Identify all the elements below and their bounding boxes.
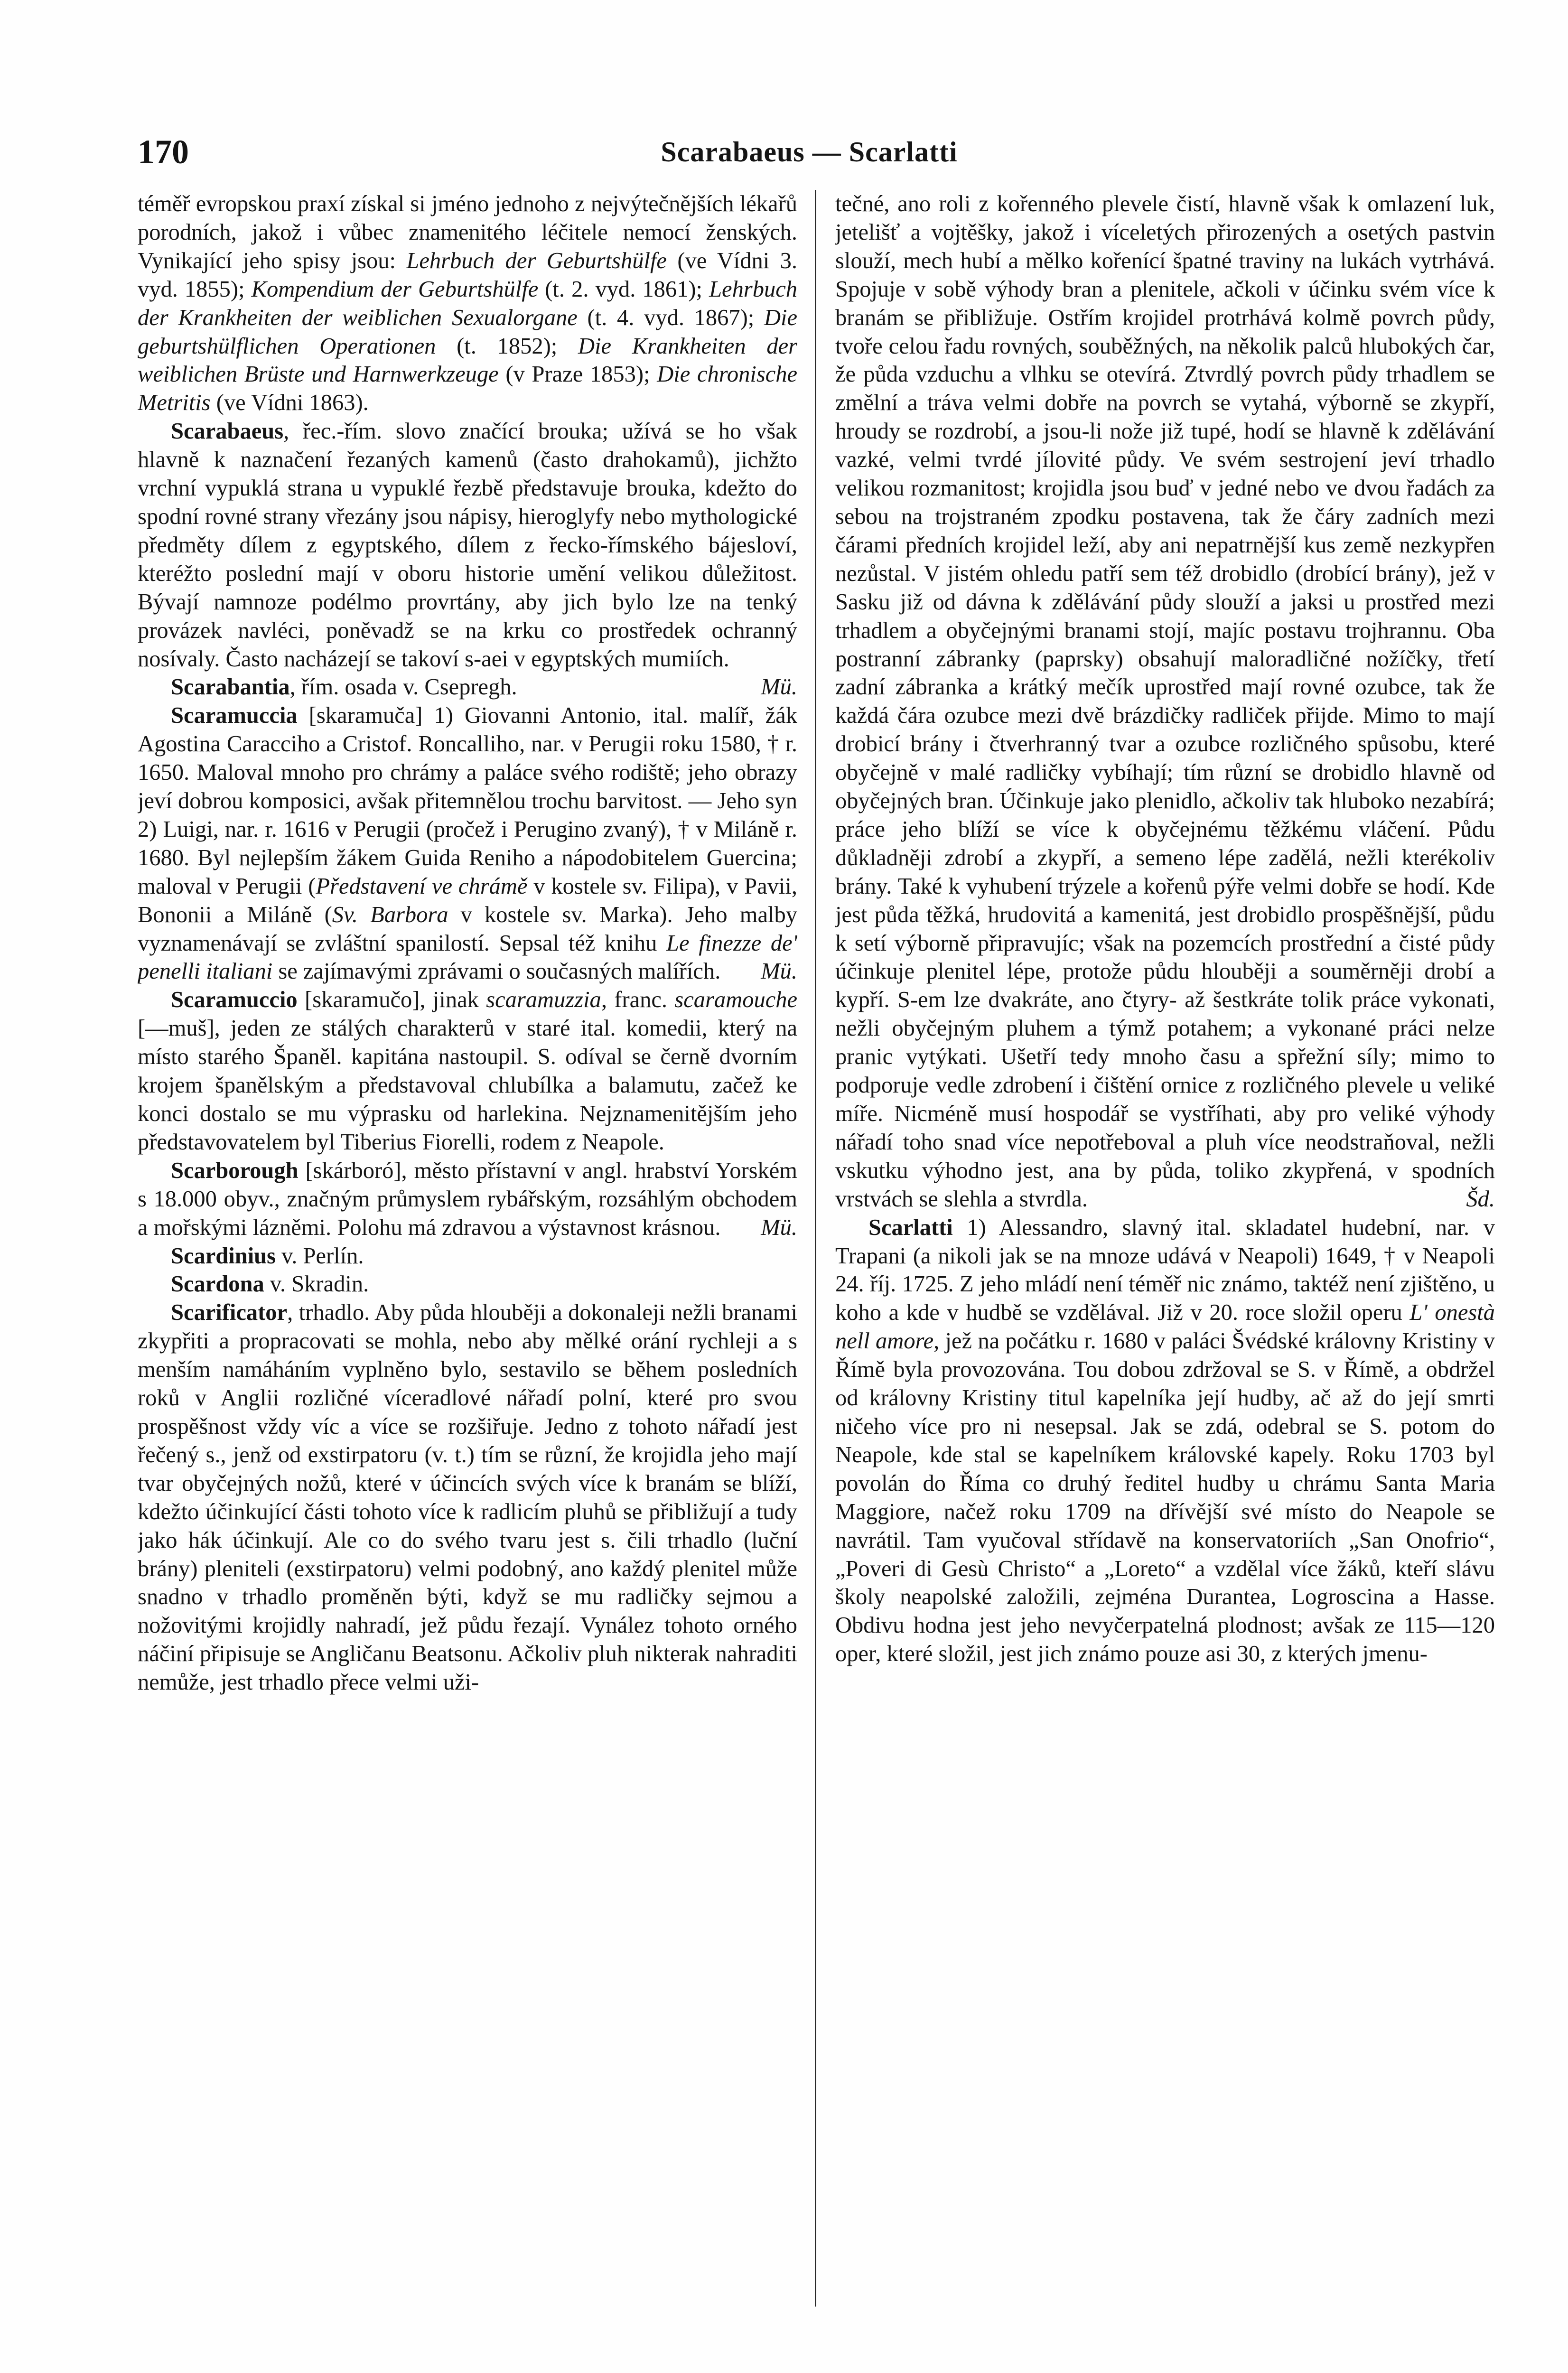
headword: Scarlatti bbox=[868, 1215, 953, 1240]
entry-scarlatti: Scarlatti 1) Alessandro, slavný ital. skladatel hudební, nar. v Trapani (a nikoli jak se na mnoze udává v Neapoli) 1649, † v Neapoli 24. říj. 1725. Z jeho mládí není téměř nic známo, taktéž není zjištěno, u koho a kde v hudbě se vzdělával. Již v 20. roce složil operu L' onestà nell amore, jež na počátku r. 1680 v paláci Švédské královny Kristiny v Římě byla provozována. Tou dobou zdržoval se S. v Římě, a obdržel od královny Kristiny titul kapelníka její hudby, ač až do její smrti ničeho více pro ni nesepsal. Jak se zdá, odebral se S. potom do Neapole, kde stal se kapelníkem královské kapely. Roku 1703 byl povolán do Říma co druhý ředitel hudby u chrámu Santa Maria Maggiore, načež roku 1709 na dřívější své místo do Neapole se navrátil. Tam vyučoval střídavě na konservatoriích „San Onofrio“, „Poveri di Gesù Christo“ a „Loreto“ a vzdělal více žáků, kteří slávu školy neapolské založili, zejména Durantea, Logroscina a Hasse. Obdivu hodna jest jeho nevyčerpatelná plodnost; avšak ze 115—120 oper, které složil, jest jich známo pouze asi 30, z kterých jmenu- bbox=[835, 1215, 1495, 1667]
entry-scarabantia: Scarabantia, řím. osada v. Csepregh. bbox=[171, 674, 517, 700]
column-divider bbox=[815, 190, 816, 2307]
author-signature: Mü. bbox=[761, 674, 797, 700]
work-title: Le finezze de' penelli italiani bbox=[138, 930, 797, 984]
running-head: Scarabaeus — Scarlatti bbox=[661, 136, 958, 168]
headword: Scarabantia bbox=[171, 674, 290, 700]
headword: Scaramuccio bbox=[171, 987, 298, 1013]
headword: Scardona bbox=[171, 1271, 264, 1297]
work-title: Die geburtshülflichen Operationen bbox=[138, 305, 797, 359]
headword: Scardinius bbox=[171, 1243, 276, 1269]
work-title: Lehrbuch der Krankheiten der weiblichen Sexualorgane bbox=[138, 276, 797, 330]
work-title: L' onestà nell amore bbox=[835, 1300, 1495, 1354]
work-title: Lehrbuch der Geburtshülfe bbox=[406, 248, 667, 273]
entry-scanzoni-continuation: téměř evropskou praxí získal si jméno jednoho z nejvýtečnějších lékařů porodních, jakož i vůbec znamenitého léčitele nemocí ženských. Vynikající jeho spisy jsou: Lehrbuch der Geburtshülfe (ve Vídni 3. vyd. 1855); Kompendium der Geburtshülfe (t. 2. vyd. 1861); Lehrbuch der Krankheiten der weiblichen Sexualorgane (t. 4. vyd. 1867); Die geburtshülflichen Operationen (t. 1852); Die Krankheiten der weiblichen Brüste und Harnwerkzeuge (v Praze 1853); Die chronische Metritis (ve Vídni 1863). bbox=[138, 191, 797, 416]
work-title: Kompendium der Geburtshülfe bbox=[251, 276, 539, 302]
work-title: Představení ve chrámě bbox=[316, 873, 528, 899]
headword: Scarificator bbox=[171, 1300, 288, 1326]
page-header bbox=[138, 128, 1481, 176]
term: scaramouche bbox=[674, 987, 797, 1013]
work-title: Die Krankheiten der weiblichen Brüste und Harnwerkzeuge bbox=[138, 333, 797, 387]
term: scaramuzzia bbox=[486, 987, 601, 1013]
author-signature: Mü. bbox=[761, 959, 797, 984]
entry-scarborough: Scarborough [skárboró], město přístavní v angl. hrabství Yorském s 18.000 obyv., značným průmyslem rybářským, rozsáhlým obchodem a mořskými lázněmi. Polohu má zdravou a výstavnost krásnou. Mü. bbox=[138, 1157, 797, 1242]
work-title: Die chronische Metritis bbox=[138, 362, 797, 416]
entry-scaramuccia: Scaramuccia [skaramuča] 1) Giovanni Antonio, ital. malíř, žák Agostina Caracciho a Cristof. Roncalliho, nar. v Perugii roku 1580, † r. 1650. Maloval mnoho pro chrámy a paláce svého rodiště; jeho obrazy jeví dobrou komposici, avšak přitemnělou trochu barvitost. — Jeho syn 2) Luigi, nar. r. 1616 v Perugii (pročež i Perugino zvaný), † v Miláně r. 1680. Byl nejlepším žákem Guida Reniho a nápodobitelem Guercina; maloval v Perugii (Představení ve chrámě v kostele sv. Filipa), v Pavii, Bononii a Miláně (Sv. Barbora v kostele sv. Marka). Jeho malby vyznamenávají se zvláštní spanilostí. Sepsal též knihu Le finezze de' penelli italiani se zajímavými zprávami o současných malířích. Mü. bbox=[138, 701, 797, 986]
entry-scardona: Scardona v. Skradin. bbox=[171, 1271, 369, 1297]
work-title: Sv. Barbora bbox=[332, 902, 448, 927]
author-signature: Mü. bbox=[761, 1215, 797, 1240]
author-signature: Šd. bbox=[1466, 1186, 1495, 1212]
headword: Scarborough bbox=[171, 1158, 299, 1183]
page-number: 170 bbox=[138, 133, 189, 171]
right-column bbox=[835, 190, 1495, 2316]
headword: Scarabaeus bbox=[171, 419, 284, 444]
entry-scaramuccio: Scaramuccio [skaramučo], jinak scaramuzzia, franc. scaramouche [—muš], jeden ze stálých charakterů v staré ital. komedii, který na místo starého Španěl. kapitána nastoupil. S. odíval se černě dvorním krojem španělským a představoval chlubílka a balamutu, začež ke konci dostalo se mu výprasku od harlekina. Nejznamenitějším jeho představovatelem byl Tiberius Fiorelli, rodem z Neapole. bbox=[138, 987, 797, 1155]
headword: Scaramuccia bbox=[171, 703, 298, 729]
entry-scarificator: Scarificator, trhadlo. Aby půda hlouběji a dokonaleji nežli branami zkypřiti a propracovati se mohla, nebo aby mělké orání rychleji a s menším namáháním vyplněno bylo, sestavilo se během posledních roků v Anglii rozličné víceradlové nářadí polní, které pro svou prospěšnost vždy víc a více se rozšiřuje. Jedno z tohoto nářadí jest řečený s., jenž od exstirpatoru (v. t.) tím se různí, že krojidla jeho mají tvar obyčejných nožů, které v účincích svých více k branám se blíží, kdežto účinkující části tohoto více k radlicím pluhů se přibližují a tudy jako hák účinkují. Ale co do svého tvaru jest s. čili trhadlo (luční brány) pleniteli (exstirpatoru) velmi podobný, ano každý plenitel může snadno v trhadlo proměněn býti, když se mu radličky sejmou a nožovitými krojidly nahradí, jež půdu řezají. Vynález tohoto orného náčiní připisuje se Angličanu Beatsonu. Ačkoliv pluh nikterak nahraditi nemůže, jest trhadlo přece velmi uži- bbox=[138, 1300, 797, 1695]
entry-scardinius: Scardinius v. Perlín. bbox=[171, 1243, 364, 1269]
entry-scarificator-continuation: tečné, ano roli z kořenného plevele čistí, hlavně však k omlazení luk, jetelišť a vojtěšky, jakož i víceletých přirozených a osetých pastvin slouží, mech hubí a mělko kořenící špatné traviny na lukách vytrhává. Spojuje v sobě výhody bran a plenitele, ačkoli v účinku svém více k branám se přibližuje. Ostřím krojidel protrhává kolmě povrch půdy, tvoře celou řadu rovných, souběžných, na několik palců hlubokých čar, že půda vzduchu a vlhku se otevírá. Ztvrdlý povrch půdy trhadlem se změlní a tráva velmi dobře na povrch se vytahá, výborně se zkypří, hroudy se rozdrobí, a jsou-li nože již tupé, hodí se hlavně k zdělávání vazké, velmi tvrdé jílovité půdy. Ve svém sestrojení jeví trhadlo velikou rozmanitost; krojidla jsou buď v jedné nebo ve dvou řadách za sebou na trojstraném zpodku postavena, tak že čáry zadních mezi čárami předních krojidel leží, aby ani nepatrnější kus země nezkypřen nezůstal. V jistém ohledu patří sem též drobidlo (drobící brány), jež v Sasku již od dávna k zdělávání půdy slouží a jaksi u prostřed mezi trhadlem a obyčejnými branami stojí, majíc postavu trojhrannu. Oba postranní zábranky (paprsky) obsahují maloradličné nožíčky, třetí zadní zábranka a krátký mečík uprostřed mají rovné ozubce, tak že každá čára ozubce mezi dvě brázdičky radliček přijde. Mimo to mají drobicí brány i čtverhranný tvar a ozubce rozličného spůsobu, které obyčejně v malé radličky vybíhají; tím různí se drobidlo hlavně od obyčejných bran. Účinkuje jako plenidlo, ačkoliv tak hluboko nezabírá; práce jeho blíží se více k obyčejnému těžkému vláčení. Půdu důkladněji zdrobí a zkypří, a semeno lépe zadělá, nežli kterékoliv brány. Také k vyhubení trýzele a kořenů pýře velmi dobře se hodí. Kde jest půda těžká, hrudovitá a kamenitá, jest drobidlo prospěšnější, půdu k setí výborně připravujíc; však na pozemcích prostřední a čisté půdy účinkuje plenitel lépe, protože půdu hlouběji a souměrněji drobí a kypří. S-em lze dvakráte, ano čtyry- až šestkráte tolik práce vykonati, nežli obyčejným pluhem a týmž potahem; a vykonané práci nelze pranic vytýkati. Ušetří tedy mnoho času a spřežní síly; mimo to podporuje vedle zdrobení i čištění ornice z rozličného plevele u veliké míře. Nicméně musí hospodář se vystříhati, aby pro veliké výhody nářadí toho snad více nepotřeboval a pluh více neodstraňoval, nežli vskutku výhodno jest, ana by půda, toliko zkypřená, v spodních vrstvách se slehla a stvrdla. Šd. bbox=[835, 190, 1495, 1214]
entry-scarabaeus: Scarabaeus, řec.-řím. slovo značící brouka; užívá se ho však hlavně k naznačení řezaných kamenů (často drahokamů), jichžto vrchní vypuklá strana u vypuklé řezbě představuje brouka, kdežto do spodní rovné strany vřezány jsou nápisy, hieroglyfy nebo mythologické předměty dílem z egyptského, dílem z řecko-římského bájesloví, kteréžto poslední mají v oboru historie umění velikou důležitost. Bývají namnoze podélmo provrtány, aby jich bylo lze na tenký provázek navléci, poněvadž se na krku co prostředek ochranný nosívaly. Často nacházejí se takoví s-aei v egyptských mumiích. Mü. bbox=[138, 417, 797, 673]
left-column bbox=[138, 190, 797, 2316]
